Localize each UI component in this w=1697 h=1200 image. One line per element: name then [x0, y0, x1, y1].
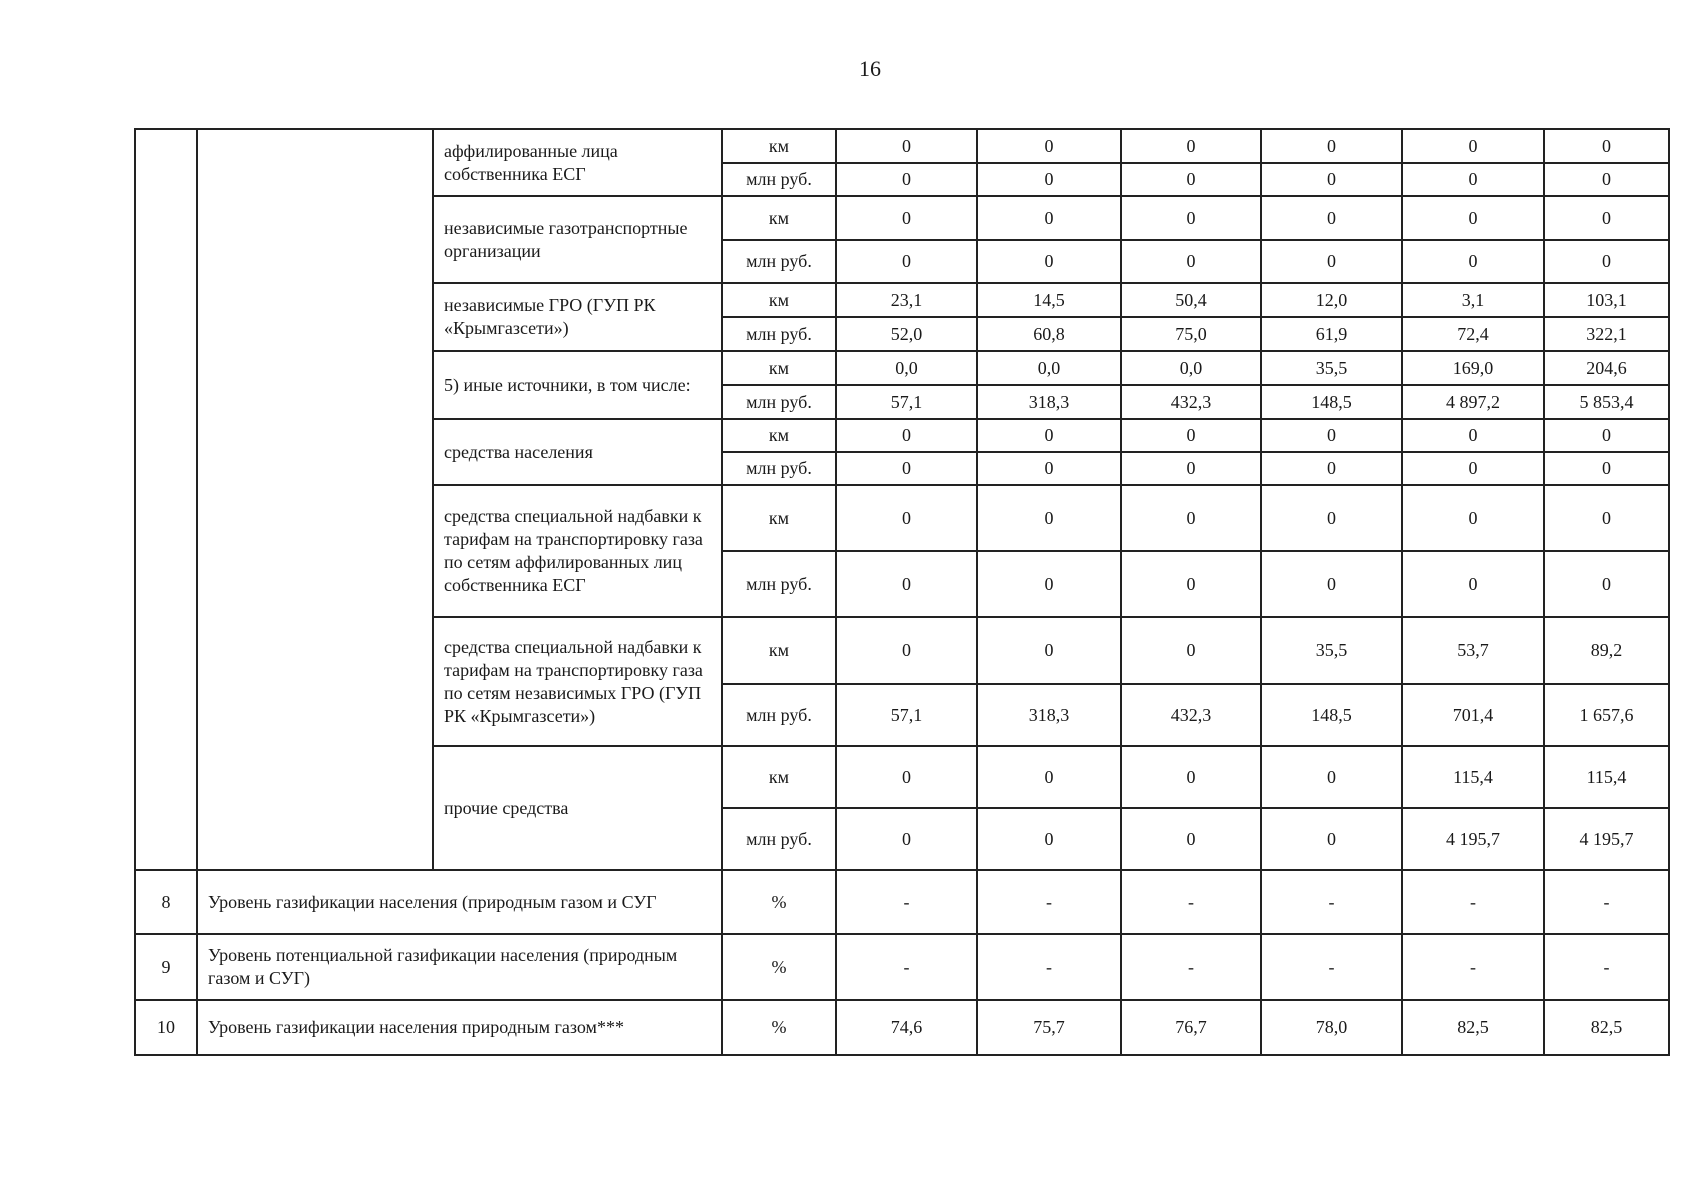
value-cell: 0: [1544, 240, 1669, 283]
value-cell: 318,3: [977, 684, 1121, 746]
row-label: средства специальной надбавки к тарифам на транспортировку газа по сетям независимых ГРО (ГУП РК «Крымгазсети»): [433, 617, 722, 746]
value-cell: 0,0: [836, 351, 977, 385]
value-cell: 0: [1121, 163, 1261, 196]
value-cell: 0,0: [1121, 351, 1261, 385]
value-cell: -: [1402, 870, 1544, 934]
row-label: средства населения: [433, 419, 722, 485]
value-cell: 0: [977, 551, 1121, 617]
value-cell: 72,4: [1402, 317, 1544, 351]
unit-cell: %: [722, 1000, 836, 1055]
row-label: средства специальной надбавки к тарифам на транспортировку газа по сетям аффилированных лиц собственника ЕСГ: [433, 485, 722, 617]
unit-cell: млн руб.: [722, 452, 836, 485]
value-cell: 148,5: [1261, 684, 1402, 746]
value-cell: -: [1121, 870, 1261, 934]
row-label: Уровень газификации населения (природным газом и СУГ: [197, 870, 722, 934]
value-cell: 0: [1121, 808, 1261, 870]
unit-cell: %: [722, 934, 836, 1000]
value-cell: 35,5: [1261, 351, 1402, 385]
value-cell: 318,3: [977, 385, 1121, 419]
value-cell: 0: [1544, 196, 1669, 240]
value-cell: 14,5: [977, 283, 1121, 317]
value-cell: -: [1261, 934, 1402, 1000]
value-cell: 0: [1402, 129, 1544, 163]
value-cell: 52,0: [836, 317, 977, 351]
value-cell: 74,6: [836, 1000, 977, 1055]
value-cell: 0: [1402, 551, 1544, 617]
value-cell: 432,3: [1121, 385, 1261, 419]
unit-cell: км: [722, 485, 836, 551]
value-cell: -: [1121, 934, 1261, 1000]
value-cell: -: [1544, 870, 1669, 934]
unit-cell: %: [722, 870, 836, 934]
row-label: 5) иные источники, в том числе:: [433, 351, 722, 419]
unit-cell: км: [722, 196, 836, 240]
value-cell: 0: [977, 419, 1121, 452]
row-number: 9: [135, 934, 197, 1000]
value-cell: 0: [1544, 419, 1669, 452]
value-cell: 204,6: [1544, 351, 1669, 385]
value-cell: 0: [1121, 485, 1261, 551]
number-cell-empty: [135, 129, 197, 870]
value-cell: 0: [1121, 419, 1261, 452]
value-cell: 4 195,7: [1544, 808, 1669, 870]
value-cell: 0: [977, 240, 1121, 283]
unit-cell: км: [722, 283, 836, 317]
value-cell: 0: [1121, 551, 1261, 617]
table-row: [135, 129, 1669, 163]
value-cell: -: [1402, 934, 1544, 1000]
row-number: 10: [135, 1000, 197, 1055]
value-cell: 0: [1544, 163, 1669, 196]
value-cell: 701,4: [1402, 684, 1544, 746]
value-cell: 4 195,7: [1402, 808, 1544, 870]
row-label: Уровень газификации населения природным газом***: [197, 1000, 722, 1055]
data-table: [134, 128, 1670, 1056]
unit-cell: км: [722, 351, 836, 385]
value-cell: 0: [1121, 240, 1261, 283]
value-cell: 0: [836, 551, 977, 617]
value-cell: 0: [1261, 196, 1402, 240]
value-cell: 0: [977, 746, 1121, 808]
value-cell: 50,4: [1121, 283, 1261, 317]
value-cell: 35,5: [1261, 617, 1402, 684]
table-row: [135, 934, 1669, 1000]
value-cell: 61,9: [1261, 317, 1402, 351]
value-cell: 12,0: [1261, 283, 1402, 317]
value-cell: 0: [1121, 746, 1261, 808]
value-cell: -: [836, 870, 977, 934]
value-cell: 0: [1261, 419, 1402, 452]
value-cell: 0: [1261, 240, 1402, 283]
value-cell: 0: [1402, 419, 1544, 452]
value-cell: 78,0: [1261, 1000, 1402, 1055]
value-cell: 0: [977, 196, 1121, 240]
unit-cell: млн руб.: [722, 385, 836, 419]
value-cell: 0: [1402, 163, 1544, 196]
value-cell: 0: [836, 617, 977, 684]
value-cell: 115,4: [1544, 746, 1669, 808]
value-cell: 0: [836, 419, 977, 452]
value-cell: 53,7: [1402, 617, 1544, 684]
row-label: независимые газотранспортные организации: [433, 196, 722, 283]
unit-cell: млн руб.: [722, 163, 836, 196]
unit-cell: млн руб.: [722, 551, 836, 617]
value-cell: 0: [1261, 452, 1402, 485]
value-cell: 0: [977, 129, 1121, 163]
value-cell: 75,0: [1121, 317, 1261, 351]
value-cell: 0: [1261, 163, 1402, 196]
value-cell: -: [1544, 934, 1669, 1000]
value-cell: 76,7: [1121, 1000, 1261, 1055]
value-cell: 0: [836, 196, 977, 240]
value-cell: 169,0: [1402, 351, 1544, 385]
value-cell: 103,1: [1544, 283, 1669, 317]
value-cell: 89,2: [1544, 617, 1669, 684]
value-cell: 82,5: [1544, 1000, 1669, 1055]
value-cell: 0: [1261, 485, 1402, 551]
value-cell: 0: [1544, 485, 1669, 551]
row-label: Уровень потенциальной газификации населения (природным газом и СУГ): [197, 934, 722, 1000]
value-cell: 0: [1261, 808, 1402, 870]
value-cell: 0: [977, 163, 1121, 196]
unit-cell: млн руб.: [722, 317, 836, 351]
value-cell: 0: [977, 485, 1121, 551]
value-cell: 432,3: [1121, 684, 1261, 746]
value-cell: 0: [1402, 485, 1544, 551]
value-cell: 0: [836, 808, 977, 870]
value-cell: 0: [836, 485, 977, 551]
unit-cell: км: [722, 617, 836, 684]
row-label: прочие средства: [433, 746, 722, 870]
value-cell: 0: [836, 746, 977, 808]
value-cell: 322,1: [1544, 317, 1669, 351]
value-cell: 0: [836, 163, 977, 196]
value-cell: 0: [1121, 452, 1261, 485]
value-cell: 0: [1261, 551, 1402, 617]
value-cell: -: [1261, 870, 1402, 934]
row-label: независимые ГРО (ГУП РК «Крымгазсети»): [433, 283, 722, 351]
value-cell: 0: [1402, 240, 1544, 283]
value-cell: 75,7: [977, 1000, 1121, 1055]
indicator-cell-empty: [197, 129, 433, 870]
value-cell: 0,0: [977, 351, 1121, 385]
value-cell: -: [977, 934, 1121, 1000]
value-cell: 0: [977, 452, 1121, 485]
page-number: 16: [859, 56, 881, 81]
unit-cell: млн руб.: [722, 808, 836, 870]
value-cell: -: [977, 870, 1121, 934]
value-cell: 23,1: [836, 283, 977, 317]
value-cell: 5 853,4: [1544, 385, 1669, 419]
value-cell: 57,1: [836, 684, 977, 746]
value-cell: 1 657,6: [1544, 684, 1669, 746]
value-cell: 0: [1121, 196, 1261, 240]
value-cell: 0: [1121, 617, 1261, 684]
table-row: [135, 870, 1669, 934]
value-cell: 0: [1261, 746, 1402, 808]
value-cell: 148,5: [1261, 385, 1402, 419]
value-cell: 0: [1121, 129, 1261, 163]
row-number: 8: [135, 870, 197, 934]
unit-cell: млн руб.: [722, 240, 836, 283]
value-cell: 0: [836, 240, 977, 283]
value-cell: 0: [1261, 129, 1402, 163]
value-cell: 0: [836, 452, 977, 485]
row-label: аффилированные лица собственника ЕСГ: [433, 129, 722, 196]
unit-cell: км: [722, 129, 836, 163]
value-cell: 3,1: [1402, 283, 1544, 317]
table-row: [135, 1000, 1669, 1055]
value-cell: -: [836, 934, 977, 1000]
value-cell: 57,1: [836, 385, 977, 419]
unit-cell: км: [722, 419, 836, 452]
unit-cell: км: [722, 746, 836, 808]
value-cell: 0: [1402, 196, 1544, 240]
value-cell: 60,8: [977, 317, 1121, 351]
value-cell: 82,5: [1402, 1000, 1544, 1055]
value-cell: 0: [1544, 452, 1669, 485]
value-cell: 0: [977, 808, 1121, 870]
value-cell: 0: [836, 129, 977, 163]
value-cell: 115,4: [1402, 746, 1544, 808]
value-cell: 0: [1544, 551, 1669, 617]
value-cell: 0: [1402, 452, 1544, 485]
value-cell: 0: [977, 617, 1121, 684]
value-cell: 4 897,2: [1402, 385, 1544, 419]
unit-cell: млн руб.: [722, 684, 836, 746]
value-cell: 0: [1544, 129, 1669, 163]
